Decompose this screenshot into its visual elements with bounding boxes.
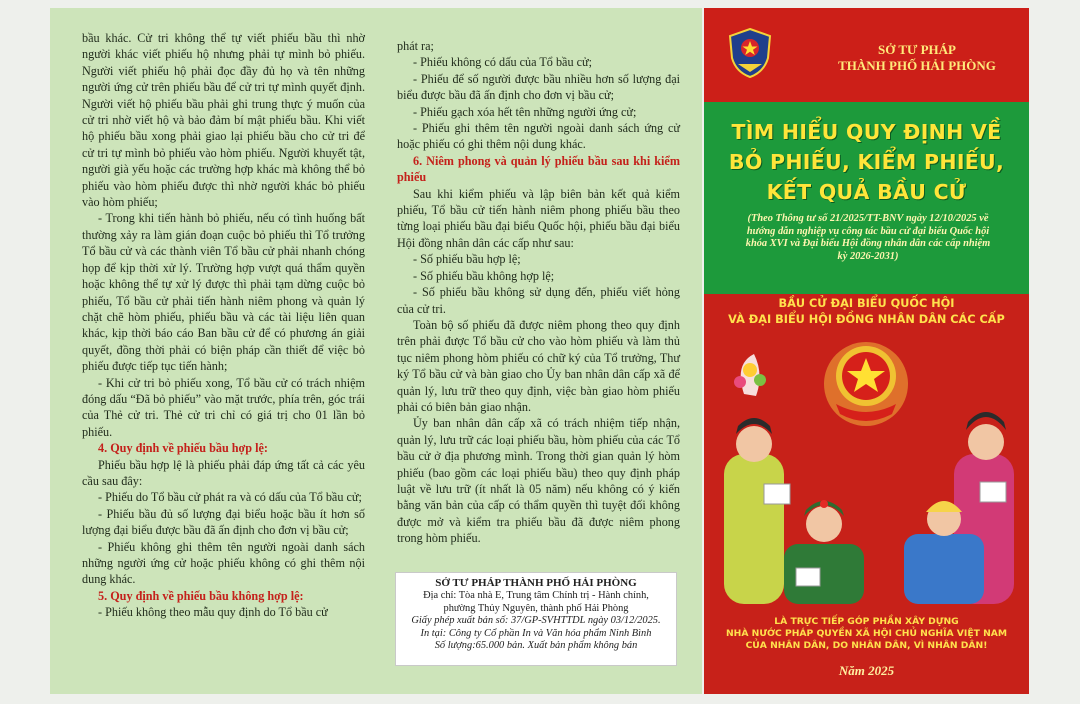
cover-page — [704, 8, 1029, 694]
printer-info: In tại: Công ty Cổ phần In và Văn hóa phẩm Ninh Bình — [420, 627, 652, 639]
paragraph: - Phiếu không theo mẫu quy định do Tổ bầu cử — [98, 605, 328, 620]
paragraph: - Phiếu gạch xóa hết tên những người ứng cử; — [413, 104, 637, 119]
print-quantity: Số lượng:65.000 bản. Xuất bản phẩm không bán — [434, 640, 638, 652]
paragraph: - Phiếu do Tổ bầu cử phát ra và có dấu của Tổ bầu cử; — [98, 490, 362, 505]
cover-title-line1: TÌM HIỂU QUY ĐỊNH VỀ — [731, 120, 1002, 144]
paragraph: 6. Niêm phong và quản lý phiếu bầu sau khi kiểm phiếu — [397, 153, 680, 185]
publisher-info-box — [395, 572, 677, 666]
cover-org-line1: SỞ TƯ PHÁP — [877, 42, 956, 57]
text-column-middle — [397, 38, 680, 547]
slogan-line3: CỦA NHÂN DÂN, DO NHÂN DÂN, VÌ NHÂN DÂN! — [745, 640, 988, 651]
paragraph: bầu khác. Cử tri không thể tự viết phiếu bầu thì nhờ người khác viết phiếu hộ nhưng phải tự mình bỏ phiếu. Người viết phiếu hộ phải đọc đầy đủ họ và tên những người ứng cử trên phiếu bầu để cử tri tự mình quyết định. Người viết hộ phiếu bầu phải ghi trung thực ý muốn của cử tri nhờ viết hộ và bảo đảm bí mật phiếu bầu. Khi viết hộ phiếu bầu xong phải giao lại phiếu bầu cho cử tri để cử tri tự mình bỏ phiếu vào hòm phiếu. Người khuyết tật, người già yếu hoặc các trường hợp khác mà không thể bỏ phiếu vào hòm phiếu được thì nhờ người khác bỏ phiếu vào hòm phiếu; — [82, 31, 365, 210]
paragraph: - Phiếu để số người được bầu nhiều hơn số lượng đại biểu được bầu đã ấn định cho đơn vị bầu cử; — [397, 71, 680, 103]
paragraph: - Phiếu ghi thêm tên người ngoài danh sách ứng cử hoặc phiếu có ghi thêm nội dung khác. — [397, 121, 680, 152]
paragraph: Phiếu bầu hợp lệ là phiếu phải đáp ứng tất cả các yêu cầu sau đây: — [82, 457, 365, 488]
text-column-left — [82, 30, 365, 621]
cover-header — [704, 8, 1029, 102]
election-banner-line1: BẦU CỬ ĐẠI BIỂU QUỐC HỘI — [778, 297, 955, 310]
election-illustration — [704, 334, 1029, 604]
publisher-address-line2: phường Thủy Nguyên, thành phố Hải Phòng — [443, 602, 629, 614]
cover-title-line2: BỎ PHIẾU, KIỂM PHIẾU, — [728, 150, 1005, 174]
cover-org-line2: THÀNH PHỐ HẢI PHÒNG — [838, 58, 996, 73]
paragraph: - Phiếu không ghi thêm tên người ngoài danh sách những người ứng cử hoặc phiếu không có ghi thêm nội dung khác. — [82, 539, 365, 587]
publication-year: Năm 2025 — [838, 663, 895, 678]
publisher-name: SỞ TƯ PHÁP THÀNH PHỐ HẢI PHÒNG — [435, 577, 637, 589]
paragraph: - Số phiếu bầu không hợp lệ; — [413, 268, 555, 283]
cover-title-line3: KẾT QUẢ BẦU CỬ — [766, 180, 967, 204]
paragraph: - Số phiếu bầu hợp lệ; — [413, 252, 521, 267]
paragraph: phát ra; — [397, 39, 434, 53]
paragraph: - Khi cử tri bỏ phiếu xong, Tổ bầu cử có trách nhiệm đóng dấu “Đã bỏ phiếu” vào mặt trước, phía trên, góc trái của Thẻ cử tri. Thẻ cử tri chỉ có giá trị cho 01 lần bỏ phiếu. — [82, 375, 365, 439]
justice-emblem-icon — [728, 28, 772, 78]
paragraph: - Số phiếu bầu không sử dụng đến, phiếu viết hỏng của cử tri. — [397, 285, 680, 316]
slogan-line2: NHÀ NƯỚC PHÁP QUYỀN XÃ HỘI CHỦ NGHĨA VIỆT NAM — [725, 628, 1008, 639]
paragraph: Sau khi kiểm phiếu và lập biên bản kết quả kiểm phiếu, Tổ bầu cử tiến hành niêm phong phiếu bầu theo từng loại phiếu bầu đại biểu Quốc hội, phiếu bầu đại biểu Hội đồng nhân dân các cấp như sau: — [397, 186, 680, 250]
paragraph: 4. Quy định về phiếu bầu hợp lệ: — [98, 441, 268, 456]
paragraph: - Phiếu bầu đủ số lượng đại biểu hoặc bầu ít hơn số lượng đại biểu được bầu đã ấn định cho đơn vị bầu cử; — [82, 506, 365, 538]
slogan-line1: LÀ TRỰC TIẾP GÓP PHẦN XÂY DỰNG — [774, 616, 959, 627]
cover-subtitle: (Theo Thông tư số 21/2025/TT-BNV ngày 12/10/2025 về hướng dẫn nghiệp vụ công tác bầu cử đại biểu Quốc hội khóa XVI và Đại biểu Hội đồng nhân dân các cấp nhiệm kỳ 2026-2031) — [745, 213, 991, 262]
publisher-address-line1: Địa chỉ: Tòa nhà E, Trung tâm Chính trị - Hành chính, — [423, 590, 649, 602]
election-banner-line2: VÀ ĐẠI BIỂU HỘI ĐỒNG NHÂN DÂN CÁC CẤP — [728, 313, 1005, 326]
paragraph: - Phiếu không có dấu của Tổ bầu cử; — [413, 55, 592, 70]
publishing-license: Giấy phép xuất bản số: 37/GP-SVHTTDL ngày 03/12/2025. — [411, 615, 661, 627]
paragraph: Ủy ban nhân dân cấp xã có trách nhiệm tiếp nhận, quản lý, lưu trữ các loại phiếu bầu, hòm phiếu của các Tổ bầu cử ở địa phương mình. Trong thời gian quản lý hòm phiếu (bao gồm các loại phiếu bầu) theo quy định pháp luật về lưu trữ (ít nhất là 05 năm) nếu không có ý kiến bằng văn bản của cấp có thẩm quyền thì tuyệt đối không được mở và kiểm tra phiếu bầu đã được niêm phong trong hòm phiếu. — [397, 416, 680, 546]
paragraph: 5. Quy định về phiếu bầu không hợp lệ: — [98, 588, 304, 603]
paragraph: - Trong khi tiến hành bỏ phiếu, nếu có tình huống bất thường xảy ra làm gián đoạn cuộc bỏ phiếu thì Tổ trưởng Tổ bầu cử và các thành viên Tổ bầu cử phải nhanh chóng họp để kịp thời xử lý. Trường hợp vượt quá thẩm quyền hoặc không thể tự xử lý được thì phải tạm dừng cuộc bỏ phiếu, Tổ bầu cử phải tiến hành niêm phong và quản lý chặt chẽ hòm phiếu, phiếu bầu và các tài liệu liên quan khác, kịp thời báo cáo Ban bầu cử để có phương án giải quyết, đồng thời phải có biện pháp cần thiết để việc bỏ phiếu được tiếp tục tiến hành; — [82, 211, 365, 374]
paragraph: Toàn bộ số phiếu đã được niêm phong theo quy định trên phải được Tổ bầu cử cho vào hòm phiếu và làm thủ tục niêm phong hòm phiếu có chữ ký của Tổ trưởng, Thư ký Tổ bầu cử và bàn giao cho Ủy ban nhân dân cấp xã để quản lý, lưu trữ theo quy định, việc bàn giao hòm phiếu phải có biên bản giao nhận. — [397, 317, 680, 414]
